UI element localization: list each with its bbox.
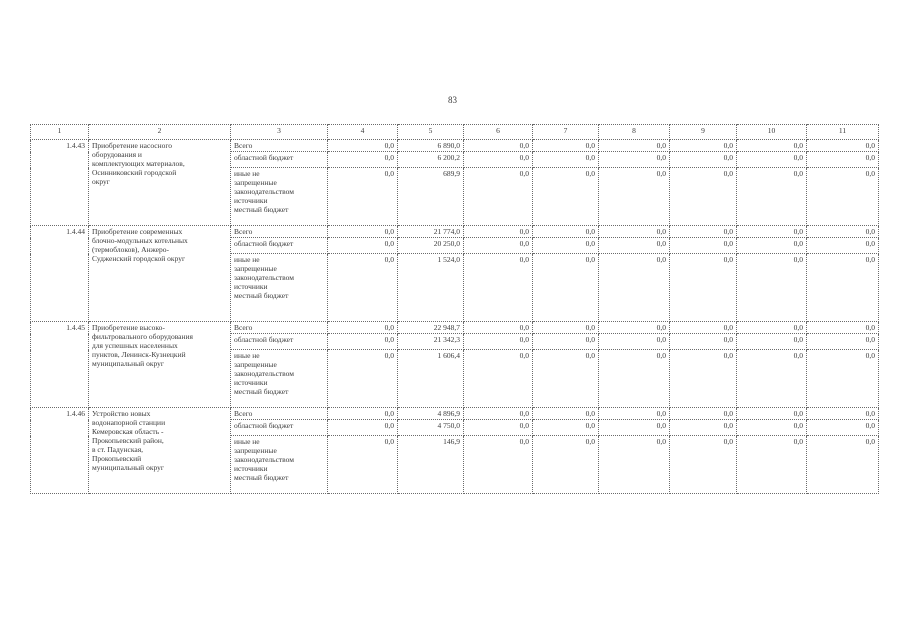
row-name-line: Кемеровская область - [92, 427, 164, 436]
row-code: 1.4.43 [31, 140, 89, 226]
column-header: 8 [599, 125, 670, 140]
other-sources-line: иные не [234, 255, 260, 264]
value-cell: 0,0 [670, 152, 737, 168]
value-cell: 0,0 [670, 238, 737, 254]
value-cell: 20 250,0 [398, 238, 464, 254]
other-sources-line: источники [234, 196, 268, 205]
column-header: 3 [231, 125, 328, 140]
value-cell: 0,0 [328, 140, 398, 152]
value-cell: 0,0 [599, 238, 670, 254]
value-cell: 0,0 [807, 254, 879, 322]
row-name-line: Прокопьевский район, [92, 436, 164, 445]
value-cell: 0,0 [464, 254, 533, 322]
value-cell: 0,0 [533, 436, 599, 494]
row-name-line: блочно-модульных котельных [92, 236, 188, 245]
value-cell: 22 948,7 [398, 322, 464, 334]
value-cell: 0,0 [807, 140, 879, 152]
row-name-line: пунктов, Ленинск-Кузнецкий [92, 350, 186, 359]
value-cell: 0,0 [807, 408, 879, 420]
value-cell: 0,0 [807, 238, 879, 254]
local-budget-label: местный бюджет [234, 387, 289, 396]
table-row [31, 226, 879, 238]
other-sources-line: источники [234, 464, 268, 473]
value-cell: 0,0 [599, 140, 670, 152]
value-cell: 0,0 [737, 168, 807, 226]
row-name-line: для успешных населенных [92, 341, 178, 350]
source-label: Всего [231, 322, 328, 334]
value-cell: 0,0 [464, 168, 533, 226]
value-cell: 0,0 [464, 322, 533, 334]
value-cell: 0,0 [328, 254, 398, 322]
value-cell: 0,0 [807, 168, 879, 226]
budget-table [30, 124, 879, 494]
value-cell: 6 200,2 [398, 152, 464, 168]
value-cell: 0,0 [533, 408, 599, 420]
value-cell: 0,0 [599, 350, 670, 408]
row-name-line: Приобретение насосного [92, 141, 173, 150]
other-sources-line: запрещенные [234, 446, 277, 455]
column-header: 1 [31, 125, 89, 140]
value-cell: 0,0 [533, 168, 599, 226]
header-row [31, 125, 879, 140]
value-cell: 0,0 [599, 408, 670, 420]
value-cell: 0,0 [807, 350, 879, 408]
value-cell: 0,0 [464, 420, 533, 436]
value-cell: 0,0 [807, 322, 879, 334]
source-label [231, 168, 328, 226]
value-cell: 0,0 [670, 254, 737, 322]
other-sources-line: иные не [234, 169, 260, 178]
column-header: 10 [737, 125, 807, 140]
value-cell: 0,0 [807, 152, 879, 168]
value-cell: 0,0 [533, 140, 599, 152]
value-cell: 0,0 [464, 140, 533, 152]
value-cell: 0,0 [670, 420, 737, 436]
table-row [31, 408, 879, 420]
value-cell: 0,0 [807, 436, 879, 494]
row-code: 1.4.45 [31, 322, 89, 408]
row-name-line: муниципальный округ [92, 463, 164, 472]
value-cell: 0,0 [464, 408, 533, 420]
value-cell: 0,0 [533, 254, 599, 322]
row-name-line: (термоблоков), Анжеро- [92, 245, 169, 254]
value-cell: 689,9 [398, 168, 464, 226]
row-code: 1.4.46 [31, 408, 89, 494]
column-header: 2 [89, 125, 231, 140]
value-cell: 0,0 [737, 436, 807, 494]
value-cell: 0,0 [807, 226, 879, 238]
other-sources-line: запрещенные [234, 178, 277, 187]
value-cell: 0,0 [670, 334, 737, 350]
value-cell: 0,0 [599, 168, 670, 226]
row-name-line: комплектующих материалов, [92, 159, 185, 168]
table-row [31, 140, 879, 152]
value-cell: 0,0 [533, 322, 599, 334]
value-cell: 0,0 [737, 152, 807, 168]
other-sources-line: иные не [234, 351, 260, 360]
table-row [31, 322, 879, 334]
value-cell: 0,0 [599, 226, 670, 238]
row-name-line: муниципальный округ [92, 359, 164, 368]
row-name-line: Судженский городской округ [92, 254, 186, 263]
value-cell: 21 774,0 [398, 226, 464, 238]
source-label: областной бюджет [231, 238, 328, 254]
value-cell: 0,0 [464, 436, 533, 494]
value-cell: 0,0 [737, 322, 807, 334]
row-name [89, 408, 231, 494]
value-cell: 1 606,4 [398, 350, 464, 408]
source-label [231, 436, 328, 494]
row-name-line: фильтровального оборудования [92, 332, 193, 341]
source-label: Всего [231, 226, 328, 238]
value-cell: 0,0 [533, 420, 599, 436]
value-cell: 0,0 [670, 408, 737, 420]
value-cell: 0,0 [533, 152, 599, 168]
value-cell: 0,0 [464, 350, 533, 408]
row-name-line: в ст. Падунская, [92, 445, 144, 454]
other-sources-line: законодательством [234, 369, 295, 378]
value-cell: 0,0 [328, 322, 398, 334]
value-cell: 0,0 [737, 140, 807, 152]
value-cell: 0,0 [670, 140, 737, 152]
value-cell: 0,0 [464, 226, 533, 238]
source-label: областной бюджет [231, 334, 328, 350]
value-cell: 0,0 [737, 350, 807, 408]
value-cell: 0,0 [737, 334, 807, 350]
value-cell: 0,0 [533, 238, 599, 254]
column-header: 4 [328, 125, 398, 140]
row-name-line: Прокопьевский [92, 454, 142, 463]
value-cell: 0,0 [599, 334, 670, 350]
row-name-line: округ [92, 177, 110, 186]
other-sources-line: запрещенные [234, 360, 277, 369]
other-sources-line: иные не [234, 437, 260, 446]
value-cell: 0,0 [328, 226, 398, 238]
other-sources-line: источники [234, 282, 268, 291]
value-cell: 0,0 [533, 334, 599, 350]
row-name [89, 322, 231, 408]
other-sources-line: источники [234, 378, 268, 387]
other-sources-line: запрещенные [234, 264, 277, 273]
local-budget-label: местный бюджет [234, 291, 289, 300]
value-cell: 0,0 [737, 254, 807, 322]
row-name-line: Устройство новых [92, 409, 151, 418]
value-cell: 0,0 [599, 254, 670, 322]
value-cell: 0,0 [737, 408, 807, 420]
row-code: 1.4.44 [31, 226, 89, 322]
column-header: 9 [670, 125, 737, 140]
source-label: Всего [231, 140, 328, 152]
value-cell: 0,0 [599, 152, 670, 168]
value-cell: 0,0 [737, 226, 807, 238]
source-label: областной бюджет [231, 420, 328, 436]
value-cell: 0,0 [807, 334, 879, 350]
value-cell: 0,0 [328, 152, 398, 168]
other-sources-line: законодательством [234, 455, 295, 464]
value-cell: 0,0 [464, 238, 533, 254]
source-label [231, 350, 328, 408]
value-cell: 0,0 [328, 168, 398, 226]
local-budget-label: местный бюджет [234, 205, 289, 214]
value-cell: 0,0 [670, 350, 737, 408]
value-cell: 21 342,3 [398, 334, 464, 350]
page-number: 83 [448, 95, 457, 105]
row-name-line: оборудования и [92, 150, 142, 159]
column-header: 5 [398, 125, 464, 140]
value-cell: 1 524,0 [398, 254, 464, 322]
value-cell: 4 750,0 [398, 420, 464, 436]
value-cell: 0,0 [599, 322, 670, 334]
column-header: 7 [533, 125, 599, 140]
value-cell: 0,0 [670, 322, 737, 334]
local-budget-label: местный бюджет [234, 473, 289, 482]
value-cell: 0,0 [464, 334, 533, 350]
value-cell: 0,0 [807, 420, 879, 436]
value-cell: 0,0 [670, 168, 737, 226]
value-cell: 6 890,0 [398, 140, 464, 152]
row-name-line: Приобретение современных [92, 227, 183, 236]
value-cell: 0,0 [328, 408, 398, 420]
source-label: Всего [231, 408, 328, 420]
value-cell: 0,0 [737, 420, 807, 436]
value-cell: 0,0 [328, 420, 398, 436]
value-cell: 0,0 [533, 350, 599, 408]
value-cell: 0,0 [328, 238, 398, 254]
row-name-line: Осинниковский городской [92, 168, 177, 177]
value-cell: 0,0 [737, 238, 807, 254]
value-cell: 0,0 [599, 420, 670, 436]
value-cell: 0,0 [670, 436, 737, 494]
other-sources-line: законодательством [234, 273, 295, 282]
row-name-line: Приобретение высоко- [92, 323, 165, 332]
other-sources-line: законодательством [234, 187, 295, 196]
value-cell: 0,0 [599, 436, 670, 494]
value-cell: 4 896,9 [398, 408, 464, 420]
source-label [231, 254, 328, 322]
value-cell: 0,0 [328, 436, 398, 494]
source-label: областной бюджет [231, 152, 328, 168]
row-name-line: водонапорной станции [92, 418, 166, 427]
value-cell: 0,0 [328, 350, 398, 408]
row-name [89, 226, 231, 322]
value-cell: 0,0 [328, 334, 398, 350]
value-cell: 146,9 [398, 436, 464, 494]
value-cell: 0,0 [670, 226, 737, 238]
value-cell: 0,0 [533, 226, 599, 238]
column-header: 6 [464, 125, 533, 140]
value-cell: 0,0 [464, 152, 533, 168]
row-name [89, 140, 231, 226]
column-header: 11 [807, 125, 879, 140]
